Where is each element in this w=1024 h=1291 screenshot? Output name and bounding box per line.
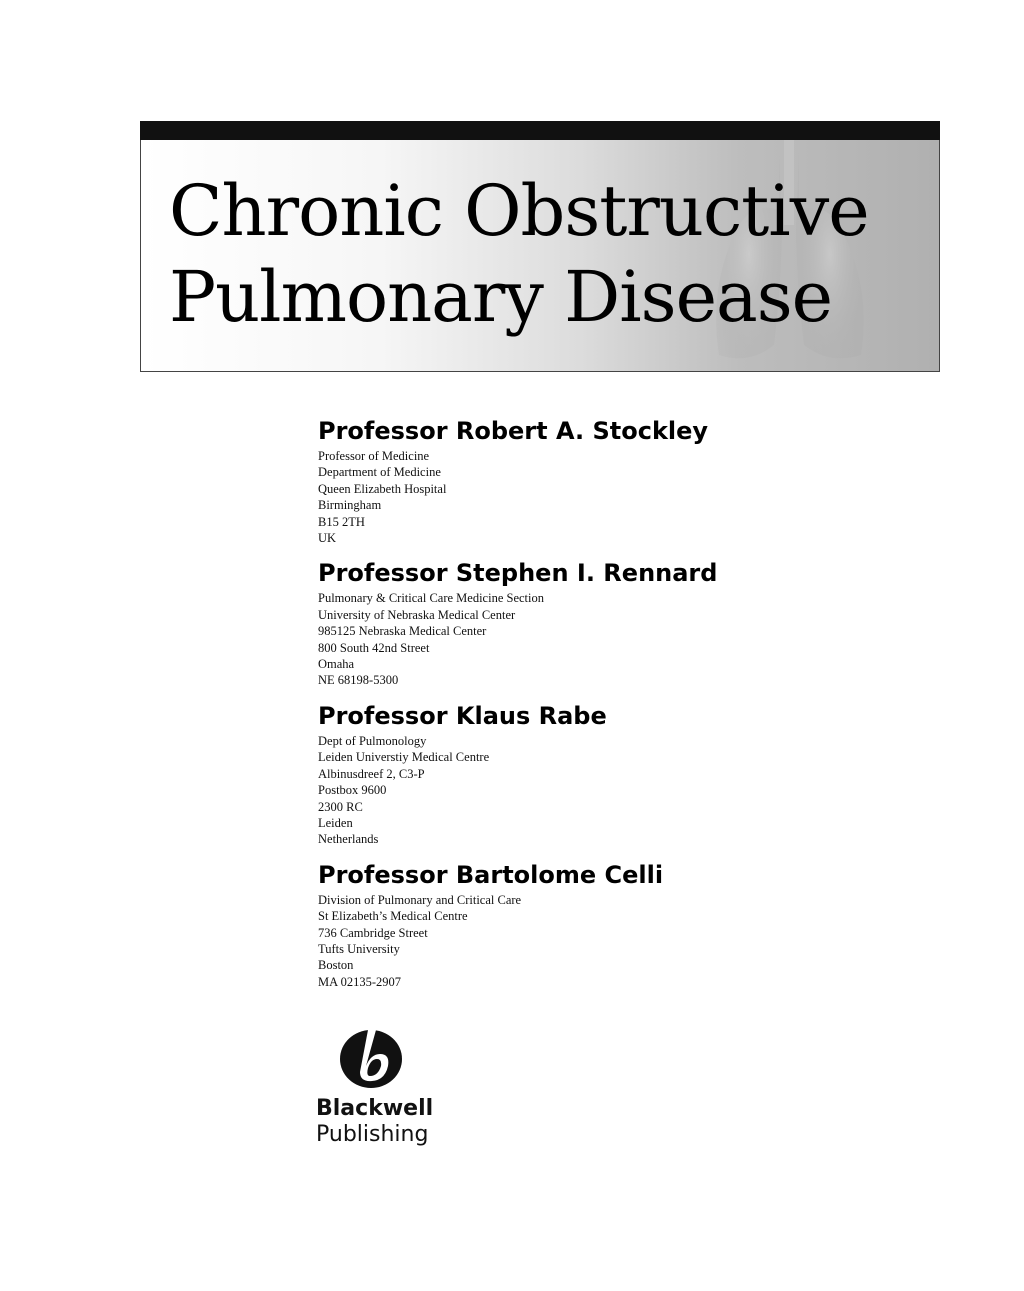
author-name: Professor Stephen I. Rennard bbox=[318, 559, 718, 588]
address-line: University of Nebraska Medical Center bbox=[318, 607, 516, 622]
address-line: Department of Medicine bbox=[318, 465, 441, 480]
author-name: Professor Bartolome Celli bbox=[318, 860, 664, 889]
address-line: Postbox 9600 bbox=[318, 783, 387, 798]
publisher-name-line1: Blackwell bbox=[316, 1096, 434, 1121]
publisher-name-line2: Publishing bbox=[316, 1122, 429, 1147]
address-line: Netherlands bbox=[318, 832, 379, 847]
address-line: St Elizabeth’s Medical Centre bbox=[318, 909, 468, 924]
title-banner bbox=[140, 140, 940, 372]
author-block bbox=[318, 558, 838, 688]
publisher-logo bbox=[316, 1024, 456, 1148]
address-line: Birmingham bbox=[318, 498, 382, 513]
author-block bbox=[318, 416, 838, 546]
author-name: Professor Klaus Rabe bbox=[318, 701, 607, 730]
address-line: Tufts University bbox=[318, 941, 400, 956]
book-title-line2: Pulmonary Disease bbox=[169, 256, 833, 338]
author-list bbox=[318, 416, 838, 1002]
address-line: Division of Pulmonary and Critical Care bbox=[318, 892, 522, 907]
address-line: NE 68198-5300 bbox=[318, 673, 399, 688]
address-line: B15 2TH bbox=[318, 514, 365, 529]
book-title bbox=[169, 168, 869, 340]
title-top-bar bbox=[140, 121, 940, 140]
address-line: 985125 Nebraska Medical Center bbox=[318, 624, 487, 639]
address-line: 800 South 42nd Street bbox=[318, 640, 430, 655]
author-name: Professor Robert A. Stockley bbox=[318, 417, 709, 445]
address-line: Pulmonary & Critical Care Medicine Section bbox=[318, 591, 544, 606]
address-line: Leiden bbox=[318, 815, 353, 830]
author-block bbox=[318, 860, 838, 990]
address-line: 736 Cambridge Street bbox=[318, 925, 428, 940]
address-line: UK bbox=[318, 531, 337, 546]
address-line: Leiden Universtiy Medical Centre bbox=[318, 750, 490, 765]
address-line: Dept of Pulmonology bbox=[318, 733, 427, 748]
address-line: MA 02135-2907 bbox=[318, 974, 401, 989]
address-line: Queen Elizabeth Hospital bbox=[318, 481, 447, 496]
address-line: Albinusdreef 2, C3-P bbox=[318, 766, 425, 781]
book-title-line1: Chronic Obstructive bbox=[169, 170, 869, 252]
address-line: 2300 RC bbox=[318, 799, 363, 814]
author-block bbox=[318, 701, 838, 848]
address-line: Professor of Medicine bbox=[318, 449, 430, 463]
blackwell-b-logo-icon bbox=[338, 1024, 404, 1090]
address-line: Boston bbox=[318, 958, 354, 973]
address-line: Omaha bbox=[318, 657, 355, 672]
